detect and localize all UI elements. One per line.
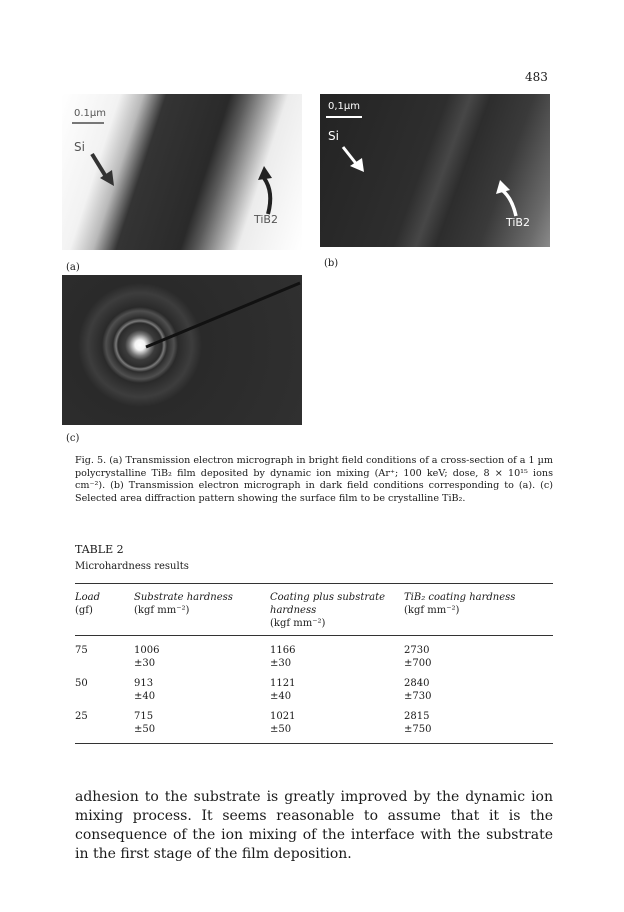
panel-label-a: (a) [66, 262, 80, 273]
si-label-b: Si [328, 129, 339, 143]
cell-coating-sub: 1121 [270, 678, 296, 689]
header-coating-substrate [270, 591, 385, 630]
table-id: TABLE 2 [75, 543, 124, 556]
cell-substrate: 715 [134, 711, 154, 722]
tib2-arrow-icon-a [258, 166, 278, 216]
micrograph-bright-field [62, 94, 302, 250]
micrograph-dark-field [320, 94, 550, 247]
body-text: adhesion to the substrate is greatly improved by the dynamic ion mixing process. It seems reasonable to assume that it is the consequence of the ion mixing of the interface with the substrate in the first stage of the film deposition. [75, 789, 553, 862]
scale-bar-b [326, 116, 362, 118]
header-load [75, 591, 100, 617]
figure-caption [75, 455, 553, 505]
header-tib2-name: TiB₂ coating hardness [404, 592, 516, 603]
caption-text: Fig. 5. (a) Transmission electron micrograph in bright field conditions of a cross-section of a 1 µm polycrystalline TiB₂ film deposited by dynamic ion mixing (Ar⁺; 100 keV; dose, 8 × 10¹⁵ ions cm⁻²). (b) Transmission electron micrograph in dark field conditions corresponding to (a). (c) Selected area diffraction pattern showing the surface film to be crystalline TiB₂. [75, 455, 553, 504]
table-title: Microhardness results [75, 561, 189, 572]
scale-label-a: 0.1µm [74, 108, 107, 119]
header-tib2-unit: (kgf mm⁻²) [404, 605, 460, 616]
cell-tib2: 2730 [404, 645, 430, 656]
cell-tib2-err: ±730 [404, 691, 432, 702]
header-substrate [134, 591, 233, 617]
cell-substrate-err: ±50 [134, 724, 156, 735]
scale-label-b: 0,1µm [328, 101, 361, 112]
cell-load: 25 [75, 711, 88, 722]
cell-tib2: 2815 [404, 711, 430, 722]
tib2-arrow-icon-b [494, 180, 524, 220]
header-coating-substrate-name2: hardness [270, 605, 317, 616]
cell-coating-sub: 1166 [270, 645, 296, 656]
cell-tib2-err: ±700 [404, 658, 432, 669]
cell-coating-sub-err: ±50 [270, 724, 292, 735]
table-header-rule [75, 635, 553, 636]
si-arrow-icon [88, 152, 118, 188]
cell-load: 75 [75, 645, 88, 656]
table-top-rule [75, 583, 553, 584]
cell-substrate: 913 [134, 678, 154, 689]
cell-load: 50 [75, 678, 88, 689]
si-label-a: Si [74, 140, 85, 154]
diffraction-pattern [62, 275, 302, 425]
tib2-label-b: TiB2 [506, 216, 530, 229]
header-load-unit: (gf) [75, 605, 93, 616]
tib2-label-a: TiB2 [254, 213, 278, 226]
cell-coating-sub-err: ±30 [270, 658, 292, 669]
cell-coating-sub-err: ±40 [270, 691, 292, 702]
cell-substrate: 1006 [134, 645, 160, 656]
cell-coating-sub: 1021 [270, 711, 296, 722]
header-load-name: Load [75, 592, 101, 603]
header-substrate-unit: (kgf mm⁻²) [134, 605, 190, 616]
panel-label-c: (c) [66, 433, 80, 444]
cell-substrate-err: ±30 [134, 658, 156, 669]
body-paragraph [75, 788, 553, 864]
table-bottom-rule [75, 743, 553, 744]
header-coating-substrate-unit: (kgf mm⁻²) [270, 618, 326, 629]
panel-label-b: (b) [324, 258, 339, 269]
beam-stop-icon [62, 275, 302, 425]
header-coating-substrate-name: Coating plus substrate [270, 592, 386, 603]
header-tib2 [404, 591, 515, 617]
scale-bar-a [72, 122, 104, 124]
si-arrow-icon-b [340, 144, 370, 176]
cell-tib2: 2840 [404, 678, 430, 689]
cell-tib2-err: ±750 [404, 724, 432, 735]
cell-substrate-err: ±40 [134, 691, 156, 702]
page-number: 483 [525, 70, 548, 84]
header-substrate-name: Substrate hardness [134, 592, 233, 603]
